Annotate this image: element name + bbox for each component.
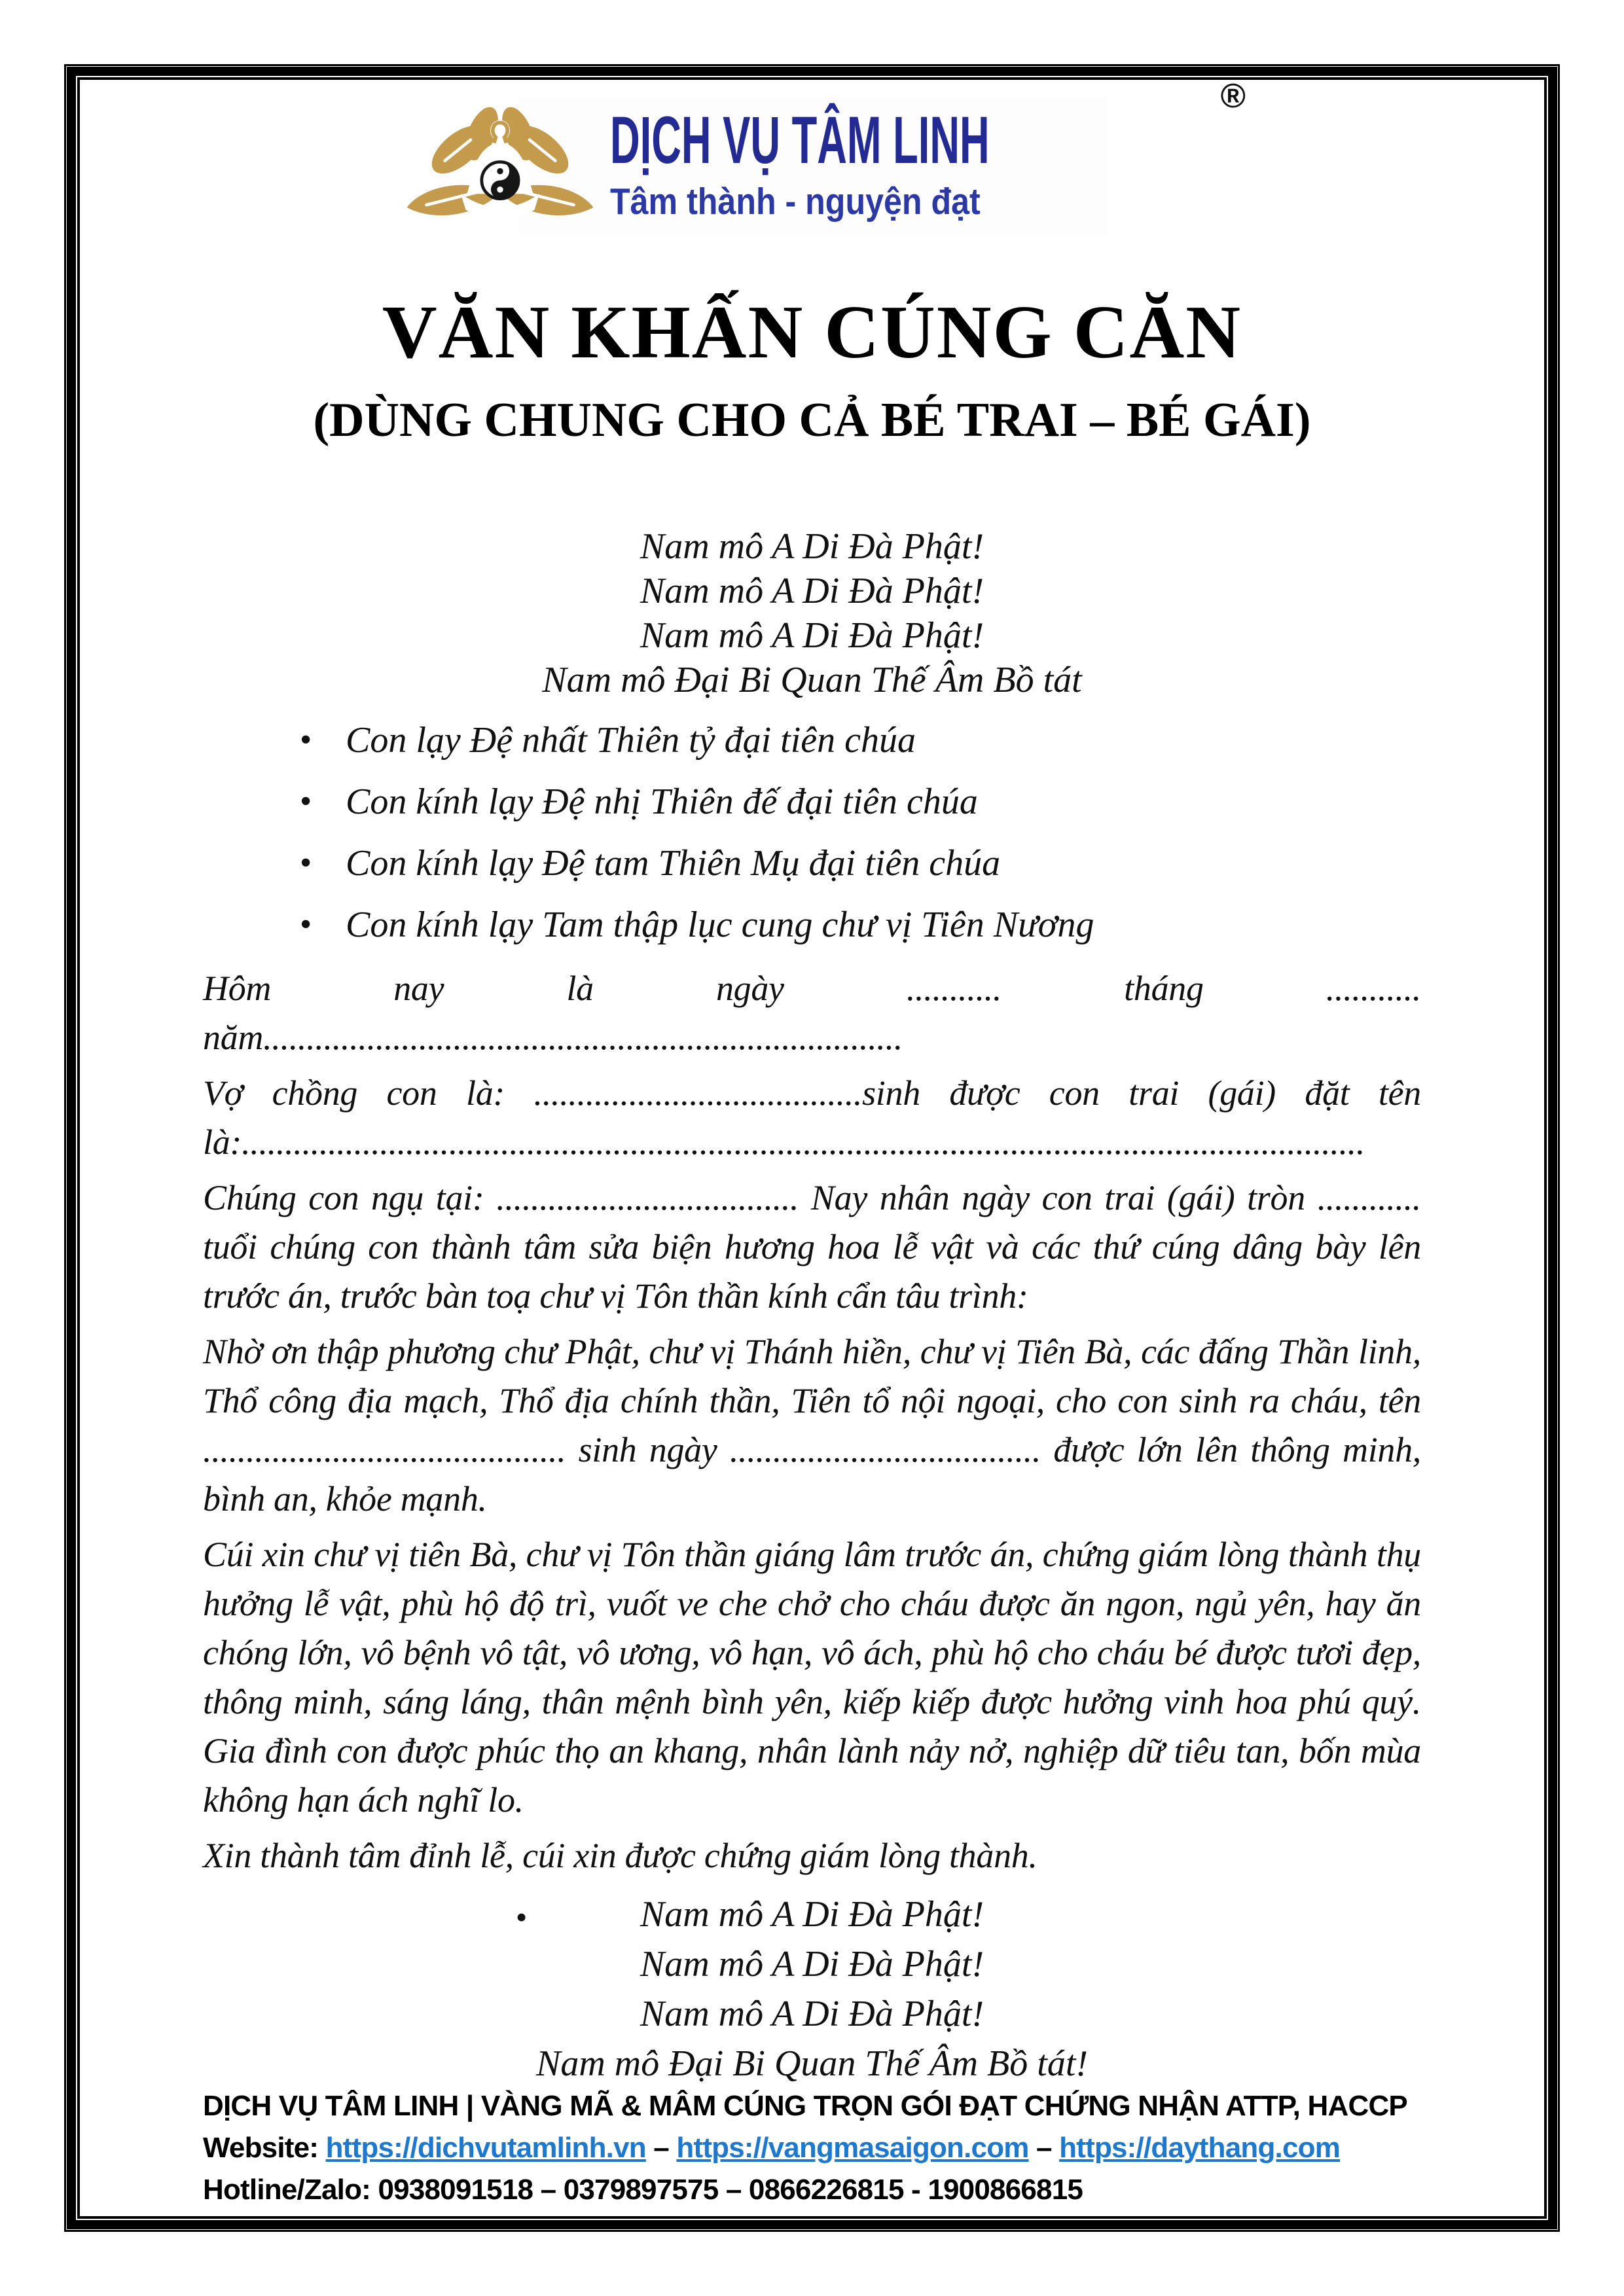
brand-tagline: Tâm thành - nguyện đạt [610,181,981,223]
salutation-item: • Con kính lạy Đệ nhị Thiên đế đại tiên chúa [203,780,1421,824]
salutation-item: • Con lạy Đệ nhất Thiên tỷ đại tiên chúa [203,718,1421,762]
footer-website-line [203,2127,1434,2169]
registered-trademark-symbol: ® [1220,77,1246,116]
chant-line: Nam mô A Di Đà Phật! [640,526,984,567]
chant-line: Nam mô A Di Đà Phật! [640,571,984,612]
link-separator: – [1036,2132,1052,2164]
brand-name: DỊCH VỤ TÂM LINH [610,103,990,178]
closing-chant [203,1890,1421,2089]
logo-text-block [610,77,1246,225]
link-separator: – [653,2132,669,2164]
website-link-dichvutamlinh[interactable]: https://dichvutamlinh.vn [325,2132,646,2164]
hotline-label: Hotline/Zalo: [203,2174,371,2206]
salutation-item: • Con kính lạy Tam thập lục cung chư vị Tiên Nương [203,903,1421,947]
paragraph-address: Chúng con ngụ tại: ................................... Nay nhân ngày con trai (gái) tròn ............ tuổi chúng con thành tâm sửa biện hương hoa lễ vật và các thứ cúng dâng bày lên trước án, trước bàn toạ chư vị Tôn thần kính cẩn tâu trình: [203,1178,1421,1316]
chant-line: Nam mô A Di Đà Phật! [640,1944,984,1985]
paragraph-gratitude: Nhờ ơn thập phương chư Phật, chư vị Thánh hiền, chư vị Tiên Bà, các đấng Thần linh, Thổ công địa mạch, Thổ địa chính thần, Tiên tổ nội ngoại, cho con sinh ra cháu, tên .......................................... sinh ngày .................................... được lớn lên thông minh, bình an, khỏe mạnh. [203,1332,1421,1519]
paragraph-closing-request: Xin thành tâm đỉnh lễ, cúi xin được chứng giám lòng thành. [203,1836,1038,1876]
salutation-item: • Con kính lạy Đệ tam Thiên Mụ đại tiên chúa [203,841,1421,886]
company-logo [518,77,1246,236]
chant-line: Nam mô Đại Bi Quan Thế Âm Bồ tát [542,660,1082,701]
website-link-daythang[interactable]: https://daythang.com [1059,2132,1341,2164]
website-link-vangmasaigon[interactable]: https://vangmasaigon.com [676,2132,1029,2164]
chant-line: Nam mô A Di Đà Phật! [640,1994,984,2035]
chant-line: • Nam mô A Di Đà Phật! [640,1890,984,1939]
page-subtitle: (DÙNG CHUNG CHO CẢ BÉ TRAI – BÉ GÁI) [313,393,1311,447]
hotline-numbers: 0938091518 – 0379897575 – 0866226815 - 1900866815 [378,2174,1083,2206]
website-label: Website: [203,2132,319,2164]
page-title: VĂN KHẤN CÚNG CĂN [382,291,1242,374]
prayer-body [203,964,1421,1880]
chant-line: Nam mô A Di Đà Phật! [640,615,984,656]
paragraph-parents: Vợ chồng con là: ......................................sinh được con trai (gái) đặt tên là:.................................................................................................................................. [203,1073,1421,1162]
salutation-list [203,718,1421,947]
lotus-buddha-icon [402,101,598,232]
footer-company-line: DỊCH VỤ TÂM LINH | VÀNG MÃ & MÂM CÚNG TRỌN GÓI ĐẠT CHỨNG NHẬN ATTP, HACCP [203,2090,1407,2122]
paragraph-date: Hôm nay là ngày ........... tháng ........... năm.......................................................................... [203,969,1421,1058]
footer [203,2085,1434,2211]
paragraph-blessing: Cúi xin chư vị tiên Bà, chư vị Tôn thần giáng lâm trước án, chứng giám lòng thành thụ hưởng lễ vật, phù hộ độ trì, vuốt ve che chở cho cháu được ăn ngon, ngủ yên, hay ăn chóng lớn, vô bệnh vô tật, vô ương, vô hạn, vô ách, phù hộ cho cháu bé được tươi đẹp, thông minh, sáng láng, thân mệnh bình yên, kiếp kiếp được hưởng vinh hoa phú quý. Gia đình con được phúc thọ an khang, nhân lành nảy nở, nghiệp dữ tiêu tan, bốn mùa không hạn ách nghĩ lo. [203,1535,1421,1820]
page-content [80,77,1544,2216]
footer-hotline-line [203,2169,1434,2211]
opening-chant [203,524,1421,702]
chant-line: Nam mô Đại Bi Quan Thế Âm Bồ tát! [535,2043,1089,2085]
